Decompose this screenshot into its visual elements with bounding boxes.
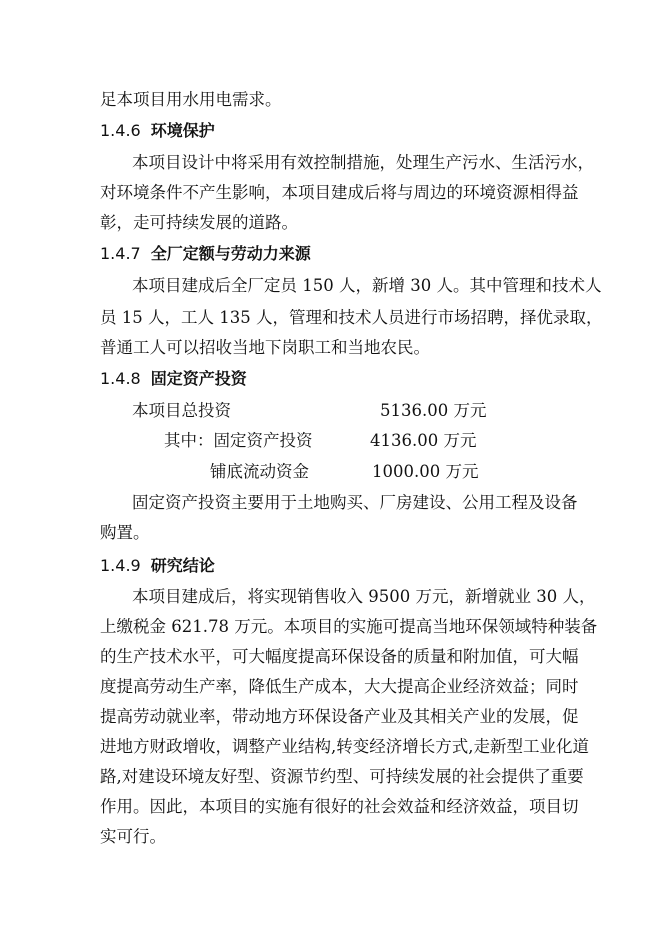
paragraph-line: 本项目设计中将采用有效控制措施，处理生产污水、生活污水，: [132, 153, 594, 172]
section-number: 1.4.6: [100, 121, 141, 140]
paragraph-line: 对环境条件不产生影响，本项目建成后将与周边的环境资源相得益: [100, 183, 579, 202]
investment-total-value: 5136.00 万元: [380, 401, 487, 420]
investment-fixed-value: 4136.00 万元: [370, 431, 477, 450]
section-number: 1.4.9: [100, 556, 141, 575]
investment-working-value: 1000.00 万元: [372, 462, 479, 481]
paragraph-line: 本项目建成后全厂定员 150 人，新增 30 人。其中管理和技术人: [132, 276, 602, 295]
paragraph-line: 实可行。: [100, 827, 166, 846]
investment-total-label: 本项目总投资: [132, 401, 231, 420]
paragraph-line: 进地方财政增收，调整产业结构,转变经济增长方式,走新型工业化道: [100, 737, 589, 756]
paragraph-line: 员 15 人，工人 135 人，管理和技术人员进行市场招聘，择优录取，: [100, 308, 603, 327]
section-1-4-7-heading: [100, 244, 311, 264]
section-title: 环境保护: [150, 121, 215, 140]
paragraph-line: 普通工人可以招收当地下岗职工和当地农民。: [100, 338, 430, 357]
paragraph-line: 购置。: [100, 523, 150, 542]
paragraph-line: 的生产技术水平，可大幅度提高环保设备的质量和附加值，可大幅: [100, 647, 579, 666]
paragraph-line: 作用。因此，本项目的实施有很好的社会效益和经济效益，项目切: [100, 797, 579, 816]
section-title: 全厂定额与劳动力来源: [150, 244, 311, 263]
paragraph-line: 固定资产投资主要用于土地购买、厂房建设、公用工程及设备: [132, 493, 578, 512]
section-1-4-8-heading: [100, 369, 247, 389]
investment-working-label: 铺底流动资金: [210, 462, 309, 481]
paragraph-line: 彰，走可持续发展的道路。: [100, 213, 298, 232]
section-1-4-9-heading: [100, 556, 215, 576]
section-title: 研究结论: [150, 556, 215, 575]
paragraph-line: 路,对建设环境友好型、资源节约型、可持续发展的社会提供了重要: [100, 767, 584, 786]
section-number: 1.4.7: [100, 244, 141, 263]
paragraph-line: 上缴税金 621.78 万元。本项目的实施可提高当地环保领域特种装备: [100, 617, 598, 636]
section-1-4-6-heading: [100, 121, 215, 141]
intro-tail-text: 足本项目用水用电需求。: [100, 90, 282, 109]
section-title: 固定资产投资: [150, 369, 247, 388]
paragraph-line: 度提高劳动生产率，降低生产成本，大大提高企业经济效益；同时: [100, 677, 579, 696]
paragraph-line: 提高劳动就业率，带动地方环保设备产业及其相关产业的发展，促: [100, 707, 579, 726]
investment-fixed-label: 其中：固定资产投资: [164, 431, 313, 450]
section-number: 1.4.8: [100, 369, 141, 388]
paragraph-line: 本项目建成后，将实现销售收入 9500 万元，新增就业 30 人，: [132, 587, 596, 606]
